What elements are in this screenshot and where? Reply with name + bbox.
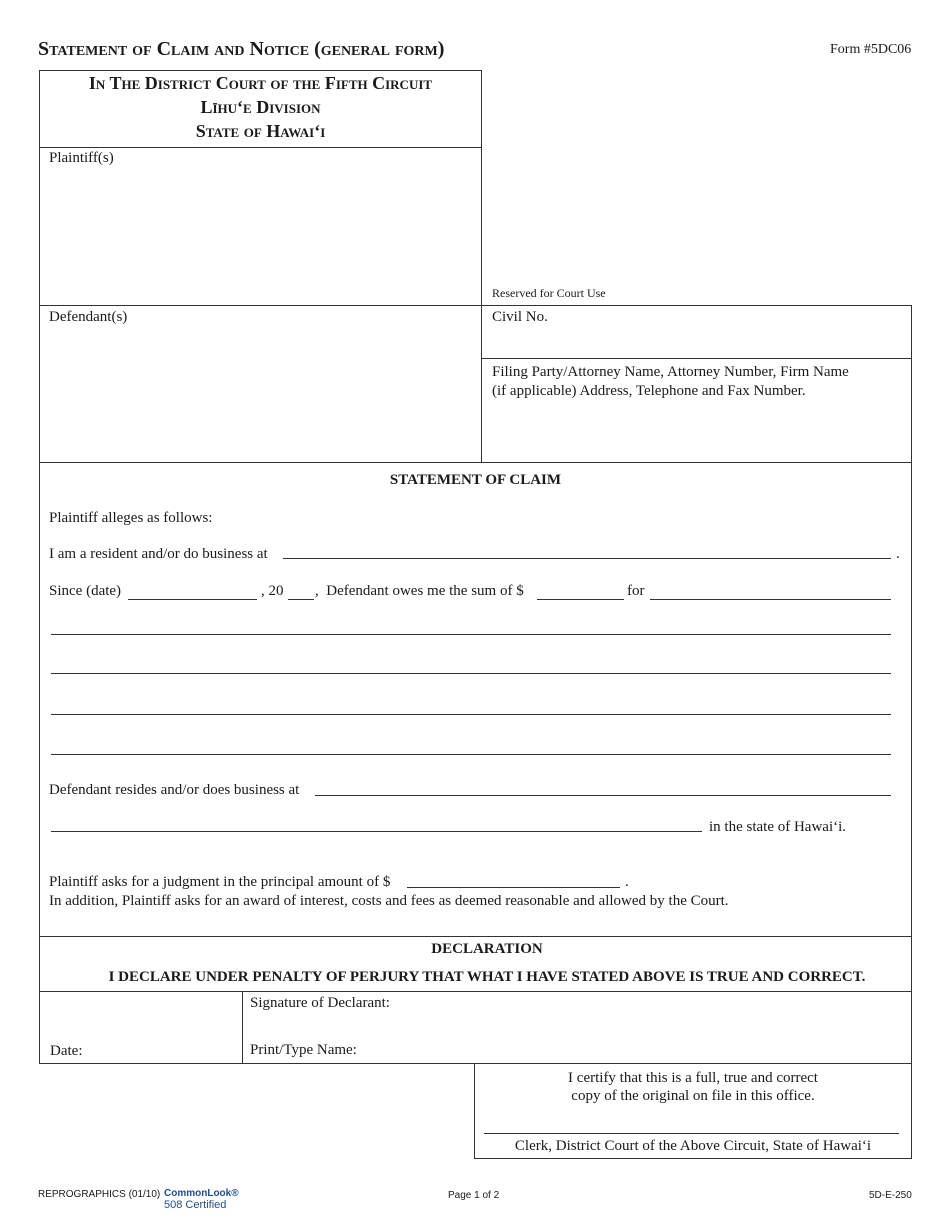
filing-party-line1: Filing Party/Attorney Name, Attorney Number, Firm Name: [492, 364, 849, 380]
sum-field[interactable]: [537, 599, 624, 600]
declaration-heading: DECLARATION: [431, 941, 543, 957]
judgment-label: Plaintiff asks for a judgment in the principal amount of $: [49, 874, 391, 890]
signature-label[interactable]: Signature of Declarant:: [250, 995, 390, 1011]
civil-no-divider: [482, 358, 911, 359]
filing-party-line2: (if applicable) Address, Telephone and Fax Number.: [492, 383, 806, 399]
judgment-amount-field[interactable]: [407, 887, 620, 888]
since-date-field[interactable]: [128, 599, 257, 600]
plaintiff-divider: [39, 305, 911, 306]
declaration-divider: [39, 936, 912, 937]
judgment-end: .: [625, 874, 629, 890]
date-label: Date:: [50, 1043, 83, 1059]
right-box-left-edge: [911, 305, 912, 463]
claim-detail-line-3[interactable]: [51, 714, 891, 715]
alleges-label: Plaintiff alleges as follows:: [49, 510, 213, 526]
state-suffix: in the state of Hawaiʻi.: [709, 819, 847, 835]
owes-label: , Defendant owes me the sum of $: [315, 583, 524, 599]
resident-address-field[interactable]: [283, 558, 891, 559]
statement-of-claim-heading: STATEMENT OF CLAIM: [389, 472, 562, 488]
civil-no-label: Civil No.: [492, 309, 548, 325]
signature-column-divider: [242, 991, 243, 1064]
resident-label: I am a resident and/or do business at: [49, 546, 268, 562]
defendant-resides-label: Defendant resides and/or does business at: [49, 782, 300, 798]
claim-detail-line-2[interactable]: [51, 673, 891, 674]
claim-detail-line-4[interactable]: [51, 754, 891, 755]
court-division: Līhuʻe Division: [200, 97, 321, 117]
court-state: State of Hawaiʻi: [195, 121, 326, 141]
508-certified-logo: 508 Certified: [164, 1199, 227, 1211]
certify-line1: I certify that this is a full, true and correct: [568, 1070, 818, 1086]
certify-line2: copy of the original on file in this office.: [571, 1088, 815, 1104]
plaintiff-label: Plaintiff(s): [49, 150, 114, 166]
form-number: Form #5DC06: [830, 42, 912, 57]
defendant-address-field[interactable]: [315, 795, 891, 796]
year-label: , 20: [261, 583, 284, 599]
form-code: 5D-E-250: [869, 1190, 912, 1201]
interest-text: In addition, Plaintiff asks for an award of interest, costs and fees as deemed reasonable and allowed by the Court.: [49, 893, 729, 909]
commonlook-logo: CommonLook®: [164, 1188, 239, 1199]
clerk-label: Clerk, District Court of the Above Circuit, State of Hawaiʻi: [514, 1138, 872, 1154]
claim-detail-line-1[interactable]: [51, 634, 891, 635]
form-title: Statement of Claim and Notice (general form): [38, 38, 445, 60]
for-field[interactable]: [650, 599, 891, 600]
reserved-court-use-label: Reserved for Court Use: [492, 286, 606, 300]
resident-end: .: [896, 546, 900, 562]
reprographics-label: REPROGRAPHICS (01/10): [38, 1189, 161, 1200]
print-name-label[interactable]: Print/Type Name:: [250, 1042, 357, 1058]
defendant-address-field-2[interactable]: [51, 831, 702, 832]
clerk-signature-line[interactable]: [484, 1133, 899, 1134]
year-field[interactable]: [288, 599, 314, 600]
caption-divider: [39, 147, 482, 148]
page-number: Page 1 of 2: [448, 1190, 500, 1201]
defendant-label: Defendant(s): [49, 309, 128, 325]
for-label: for: [627, 583, 645, 599]
signature-row-divider: [39, 991, 912, 992]
declaration-statement: I DECLARE UNDER PENALTY OF PERJURY THAT WHAT I HAVE STATED ABOVE IS TRUE AND CORRECT.: [108, 969, 866, 985]
court-name: In The District Court of the Fifth Circuit: [88, 73, 433, 93]
since-label: Since (date): [49, 583, 122, 599]
